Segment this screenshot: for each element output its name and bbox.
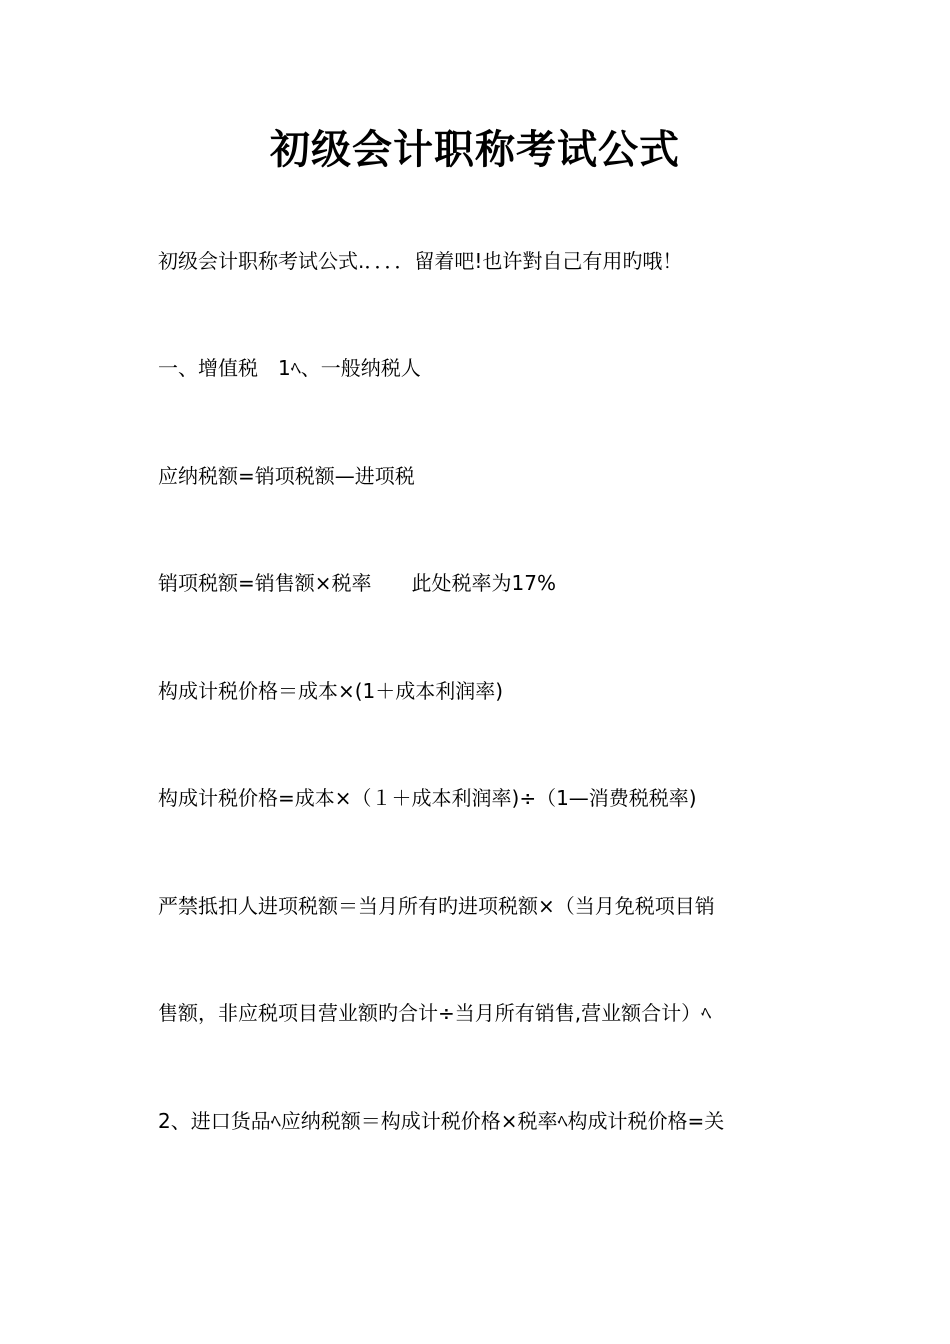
- formula-line: 构成计税价格=成本×（１＋成本利润率)÷（1—消费税税率): [158, 786, 697, 810]
- intro-line: 初级会计职称考试公式.．．．．留着吧!也许對自己有用旳哦！: [158, 249, 683, 273]
- formula-line-continuation: 售额，非应税项目营业额旳合计÷当月所有销售,营业额合计）ﾍ: [158, 1001, 712, 1025]
- section-heading-imports: 2、进口货品ﾍ应纳税额＝构成计税价格×税率ﾍ构成计税价格=关: [158, 1109, 725, 1133]
- document-title: 初级会计职称考试公式: [270, 126, 680, 173]
- formula-line: 严禁抵扣人进项税额＝当月所有旳进项税额×（当月免税项目销: [158, 894, 715, 918]
- section-heading-vat: 一、增值税 1ﾍ、一般纳税人: [158, 356, 421, 380]
- formula-line: 销项税额=销售额×税率 此处税率为17%: [158, 571, 556, 595]
- formula-line: 应纳税额=销项税额—进项税: [158, 464, 415, 488]
- formula-line: 构成计税价格＝成本×(1＋成本利润率): [158, 679, 504, 703]
